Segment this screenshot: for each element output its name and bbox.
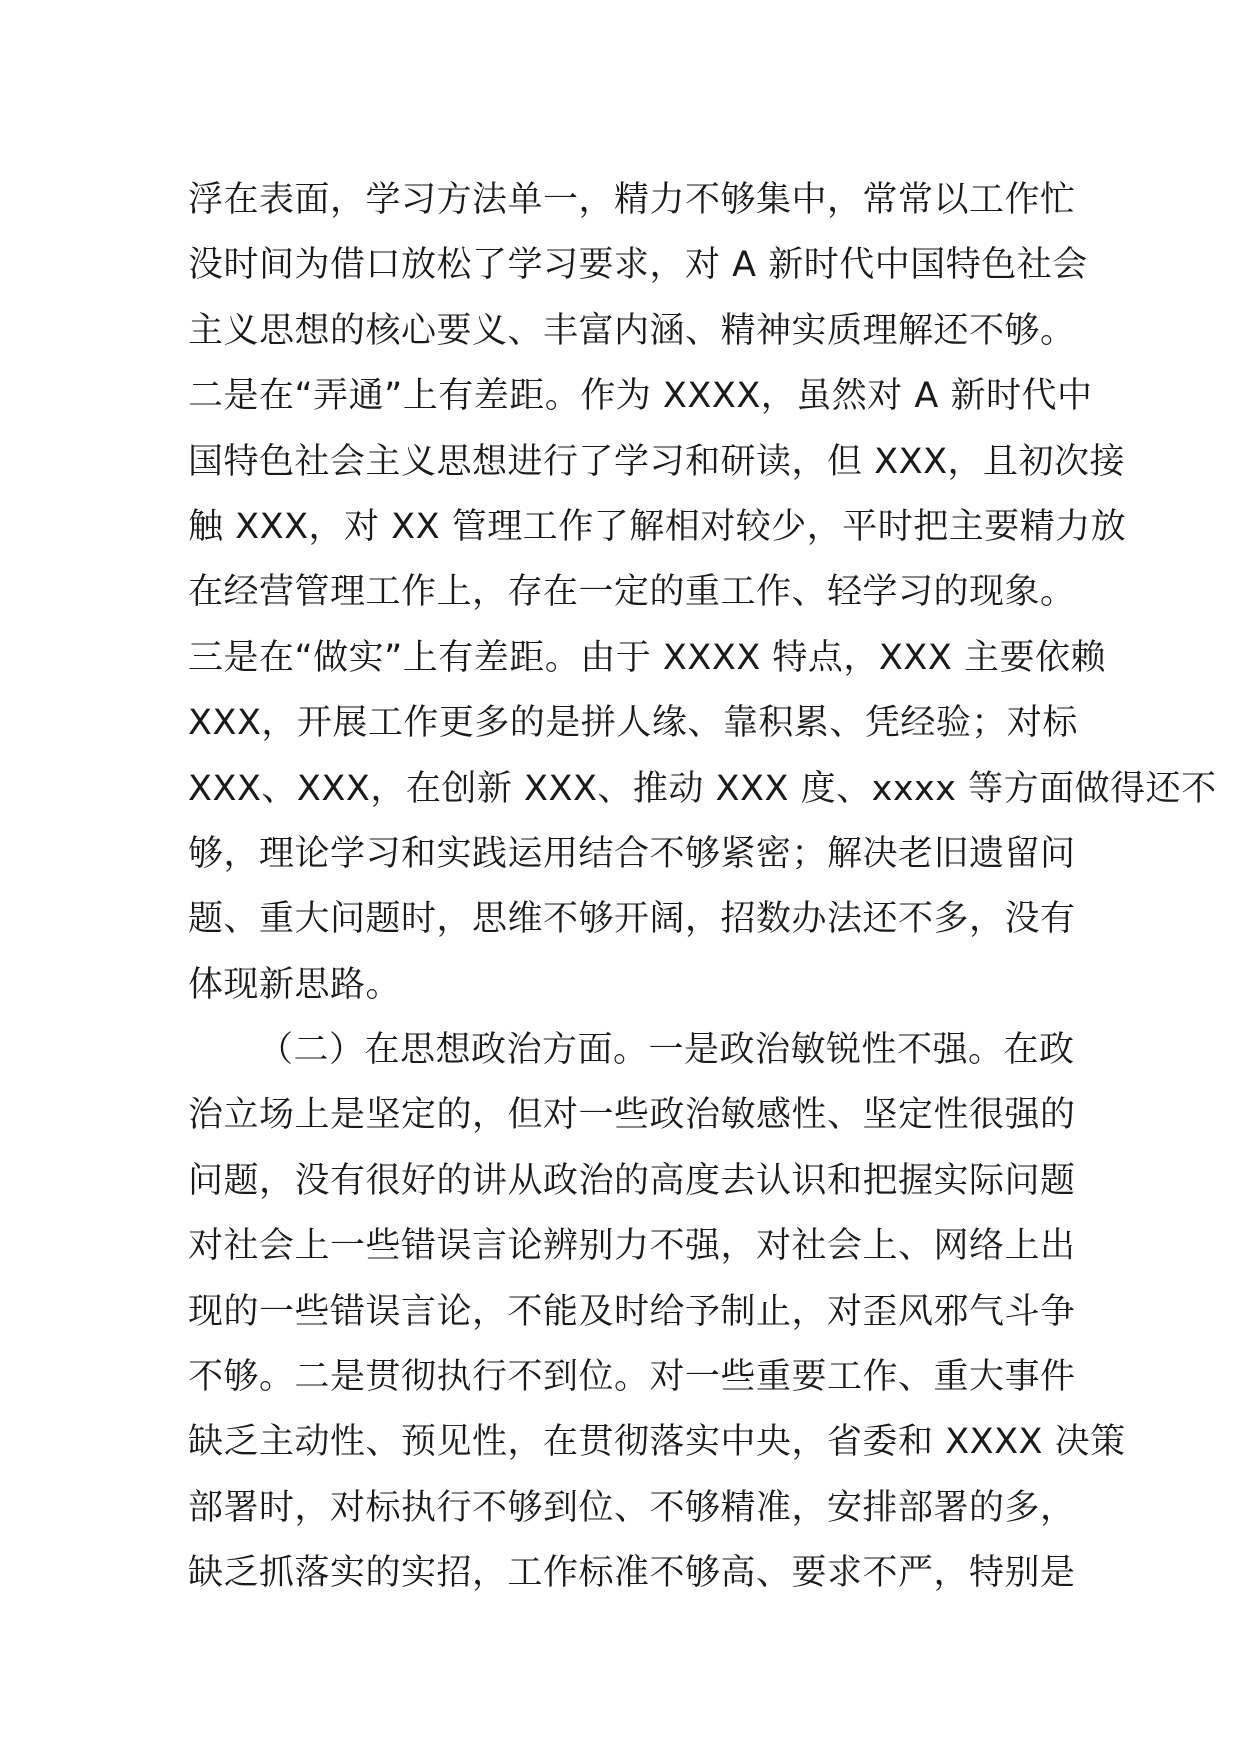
- text-line: 够，理论学习和实践运用结合不够紧密；解决老旧遗留问: [188, 833, 1076, 874]
- text-line: 浮在表面，学习方法单一，精力不够集中，常常以工作忙: [188, 180, 1076, 220]
- text-line: XXX、XXX，在创新 XXX、推动 XXX 度、xxxx 等方面做得还不: [188, 768, 1217, 809]
- document-body: [188, 168, 1217, 1607]
- text-line: 部署时，对标执行不够到位、不够精准，安排部署的多，: [188, 1487, 1076, 1528]
- text-line: 问题，没有很好的讲从政治的高度去认识和把握实际问题: [188, 1160, 1076, 1201]
- text-line: 题、重大问题时，思维不够开阔，招数办法还不多，没有: [188, 899, 1076, 940]
- text-line: 三是在“做实”上有差距。由于 XXXX 特点，XXX 主要依赖: [188, 637, 1106, 678]
- text-line: 不够。二是贯彻执行不到位。对一些重要工作、重大事件: [188, 1357, 1076, 1398]
- text-line: 在经营管理工作上，存在一定的重工作、轻学习的现象。: [188, 572, 1076, 613]
- text-line: 缺乏主动性、预见性，在贯彻落实中央，省委和 XXXX 决策: [188, 1422, 1126, 1463]
- text-line: 对社会上一些错误言论辨别力不强，对社会上、网络上出: [188, 1226, 1076, 1267]
- text-line: 国特色社会主义思想进行了学习和研读，但 XXX，且初次接: [188, 441, 1126, 482]
- text-line: 主义思想的核心要义、丰富内涵、精神实质理解还不够。: [188, 310, 1076, 351]
- text-line: 二是在“弄通”上有差距。作为 XXXX，虽然对 A 新时代中: [188, 376, 1093, 417]
- text-line: 没时间为借口放松了学习要求，对 A 新时代中国特色社会: [188, 245, 1088, 286]
- text-line: 现的一些错误言论，不能及时给予制止，对歪风邪气斗争: [188, 1291, 1076, 1332]
- text-line: XXX，开展工作更多的是拼人缘、靠积累、凭经验；对标: [188, 703, 1078, 744]
- text-line: 治立场上是坚定的，但对一些政治敏感性、坚定性很强的: [188, 1095, 1076, 1136]
- text-line: （二）在思想政治方面。一是政治敏锐性不强。在政: [258, 1030, 1075, 1071]
- text-line: 触 XXX，对 XX 管理工作了解相对较少，平时把主要精力放: [188, 506, 1127, 547]
- text-line: 缺乏抓落实的实招，工作标准不够高、要求不严，特别是: [188, 1553, 1076, 1594]
- text-line: 体现新思路。: [188, 964, 402, 1005]
